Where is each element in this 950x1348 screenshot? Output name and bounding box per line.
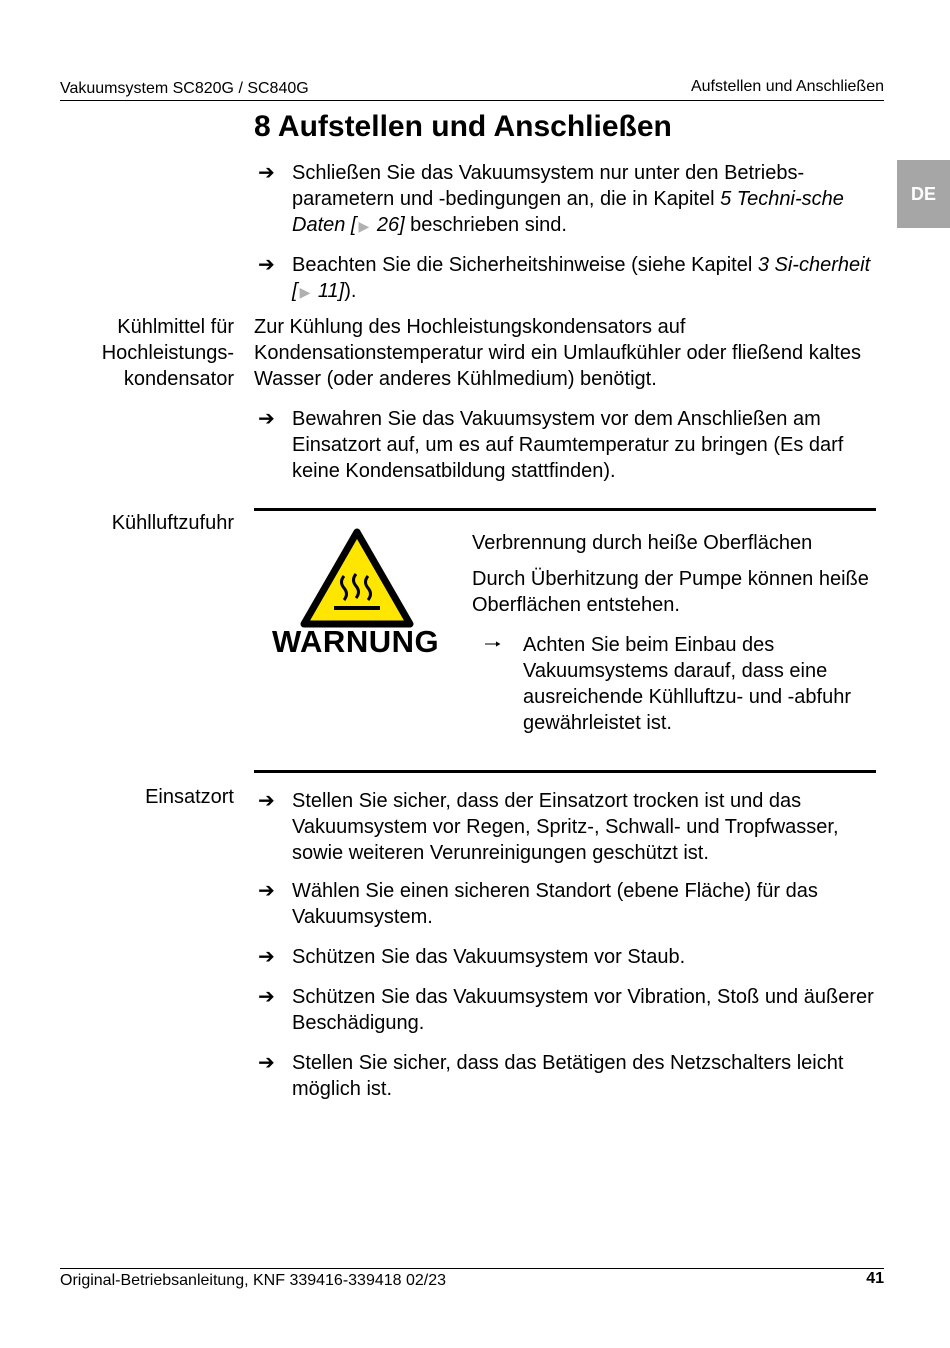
site-step-text: Stellen Sie sicher, dass das Betätigen des Netzschalters leicht möglich ist. [292,1052,844,1100]
site-step-text: Schützen Sie das Vakuumsystem vor Vibration, Stoß und äußerer Beschädigung. [292,986,874,1034]
arrow-icon: 🠒 [484,634,502,656]
header-document-title: Vakuumsystem SC820G / SC840G [60,80,309,97]
warning-description: Durch Überhitzung der Pumpe können heiße Oberflächen entstehen. [472,568,869,616]
coolant-step-text: Bewahren Sie das Vakuumsystem vor dem Anschließen am Einsatzort auf, um es auf Raumtemperatur zu bringen (Es darf keine Kondensatbildung stattfinden). [292,408,844,482]
language-tab[interactable]: DE [897,160,950,228]
page-reference-icon: ▶ [358,218,370,234]
warning-signal-word: WARNUNG [272,624,440,659]
site-step [258,788,878,866]
warning-title: Verbrennung durch heiße Oberflächen [472,532,813,554]
site-step [258,944,878,970]
arrow-icon: ➔ [258,986,275,1008]
margin-label-site: Einsatzort [145,786,234,808]
site-step [258,1050,878,1102]
warning-top-rule [254,508,876,511]
arrow-icon: ➔ [258,946,275,968]
coolant-step [258,406,878,484]
warning-bottom-rule [254,770,876,773]
arrow-icon: ➔ [258,880,275,902]
margin-label-coolant: Kühlmittel für Hochleistungs-kondensator [101,316,234,390]
intro-step-2-text: Beachten Sie die Sicherheitshinweise (siehe Kapitel 3 Si-cherheit [ ▶ 11]). [292,252,878,305]
warning-step [484,632,874,736]
arrow-icon: ➔ [258,162,275,184]
chapter-reference-link[interactable]: 5 Techni-sche Daten [ ▶ 26] [292,188,844,236]
arrow-icon: ➔ [258,1052,275,1074]
site-step [258,984,878,1036]
site-step-text: Stellen Sie sicher, dass der Einsatzort trocken ist und das Vakuumsystem vor Regen, Spritz-, Schwall- und Tropfwasser, sowie weiteren Verunreinigungen geschützt ist. [292,790,839,864]
site-step-text: Schützen Sie das Vakuumsystem vor Staub. [292,946,686,968]
intro-step-2 [258,252,878,305]
intro-step-1 [258,160,878,239]
chapter-title: 8 Aufstellen und Anschließen [254,110,672,143]
footer-document-id: Original-Betriebsanleitung, KNF 339416-339418 02/23 [60,1272,447,1289]
footer-rule [60,1268,884,1269]
coolant-text: Zur Kühlung des Hochleistungskondensators auf Kondensationstemperatur wird ein Umlaufkühler oder fließend kaltes Wasser (oder anderes Kühlmedium) benötigt. [254,316,861,390]
site-step [258,878,878,930]
site-step-text: Wählen Sie einen sicheren Standort (ebene Fläche) für das Vakuumsystem. [292,880,818,928]
header-chapter-title: Aufstellen und Anschließen [690,78,884,95]
warning-step-text: Achten Sie beim Einbau des Vakuumsystems darauf, dass eine ausreichende Kühlluftzu- und -abfuhr gewährleistet ist. [523,634,851,734]
page-reference-icon: ▶ [299,284,311,300]
arrow-icon: ➔ [258,254,275,276]
page-number: 41 [866,1270,884,1287]
arrow-icon: ➔ [258,408,275,430]
intro-step-1-text: Schließen Sie das Vakuumsystem nur unter den Betriebs-parametern und -bedingungen an, die in Kapitel 5 Techni-sche Daten [ ▶ 26] beschrieben sind. [292,160,878,239]
chapter-reference-link[interactable]: 3 Si-cherheit [ ▶ 11] [292,254,870,302]
header-rule [60,100,884,101]
arrow-icon: ➔ [258,790,275,812]
margin-label-cooling-air: Kühlluftzufuhr [111,512,234,534]
hot-surface-warning-icon [300,528,414,628]
